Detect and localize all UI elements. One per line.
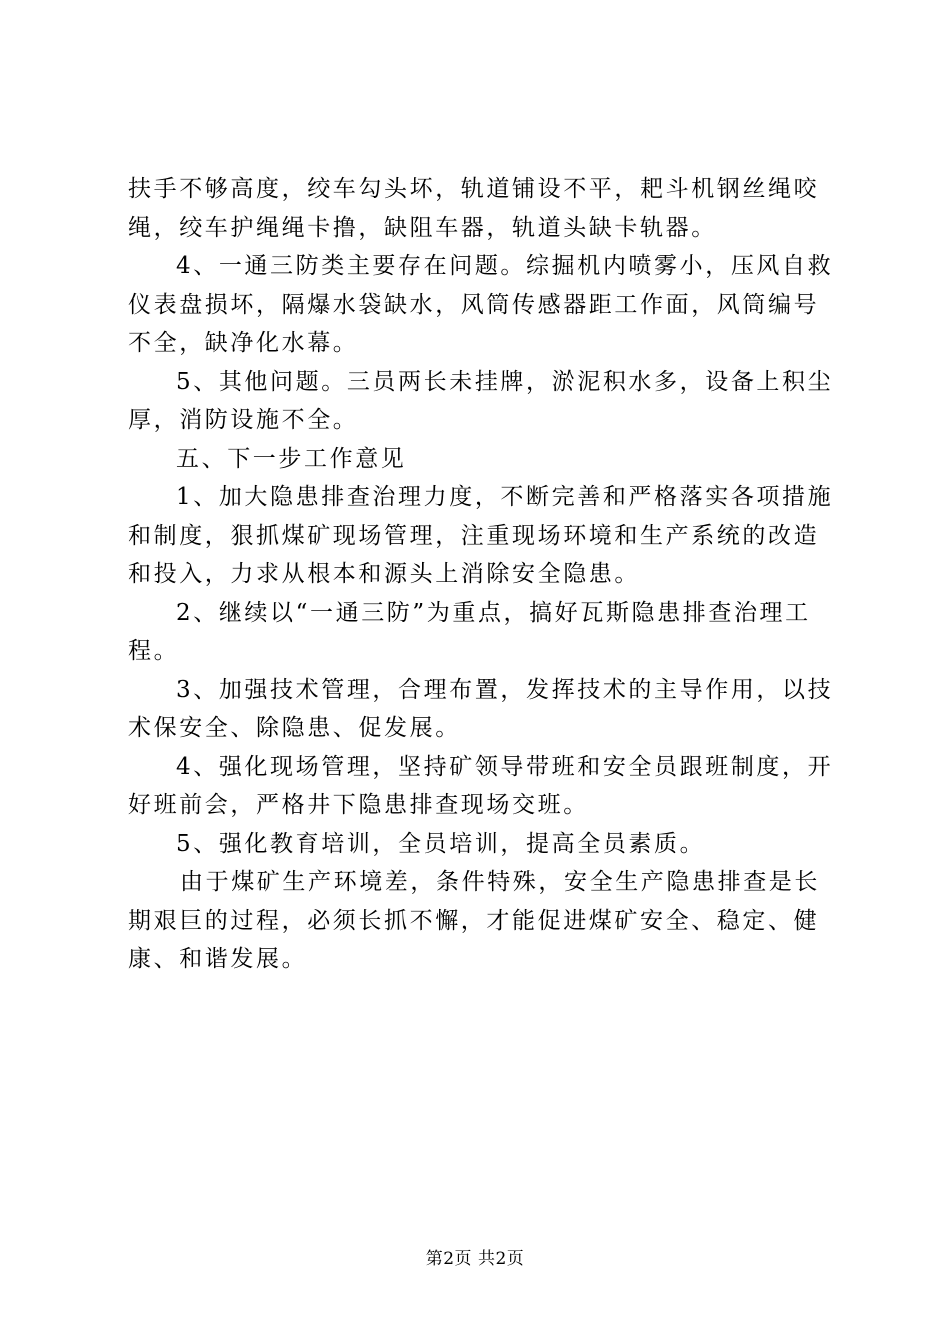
paragraph-line: 仪表盘损坏，隔爆水袋缺水，风筒传感器距工作面，风筒编号 [128, 291, 820, 318]
paragraph-line: 绳，绞车护绳绳卡撸，缺阻车器，轨道头缺卡轨器。 [128, 214, 717, 241]
document-body [128, 170, 834, 979]
paragraph-line: 扶手不够高度，绞车勾头坏，轨道铺设不平，耙斗机钢丝绳咬 [128, 176, 820, 202]
paragraph-line: 和制度，狠抓煤矿现场管理，注重现场环境和生产系统的改造 [128, 522, 820, 549]
paragraph-line: 厚，消防设施不全。 [128, 407, 359, 433]
paragraph-line: 和投入，力求从根本和源头上消除安全隐患。 [128, 561, 640, 587]
paragraph-line: 期艰巨的过程，必须长抓不懈，才能促进煤矿安全、稳定、健 [128, 907, 820, 934]
paragraph-line: 不全，缺净化水幕。 [128, 330, 359, 356]
paragraph-line: 1、加大隐患排查治理力度，不断完善和严格落实各项措施 [176, 484, 834, 510]
paragraph-line: 4、一通三防类主要存在问题。综掘机内喷雾小，压风自救 [176, 253, 834, 279]
paragraph-line: 由于煤矿生产环境差，条件特殊，安全生产隐患排查是长 [180, 869, 820, 895]
paragraph-line: 5、其他问题。三员两长未挂牌，淤泥积水多，设备上积尘 [176, 368, 834, 395]
page-number-footer: 第2页 共2页 [425, 1249, 525, 1269]
paragraph-line: 2、继续以“一通三防”为重点，搞好瓦斯隐患排查治理工 [176, 599, 811, 626]
paragraph-line: 程。 [128, 638, 180, 664]
paragraph-line: 康、和谐发展。 [128, 946, 308, 972]
paragraph-line: 好班前会，严格井下隐患排查现场交班。 [128, 792, 589, 818]
paragraph-line: 4、强化现场管理，坚持矿领导带班和安全员跟班制度，开 [176, 753, 834, 780]
section-heading: 五、下一步工作意见 [176, 445, 407, 472]
paragraph-line: 术保安全、除隐患、促发展。 [128, 715, 461, 741]
paragraph-line: 5、强化教育培训，全员培训，提高全员素质。 [176, 830, 706, 857]
paragraph-line: 3、加强技术管理，合理布置，发挥技术的主导作用，以技 [176, 676, 834, 703]
